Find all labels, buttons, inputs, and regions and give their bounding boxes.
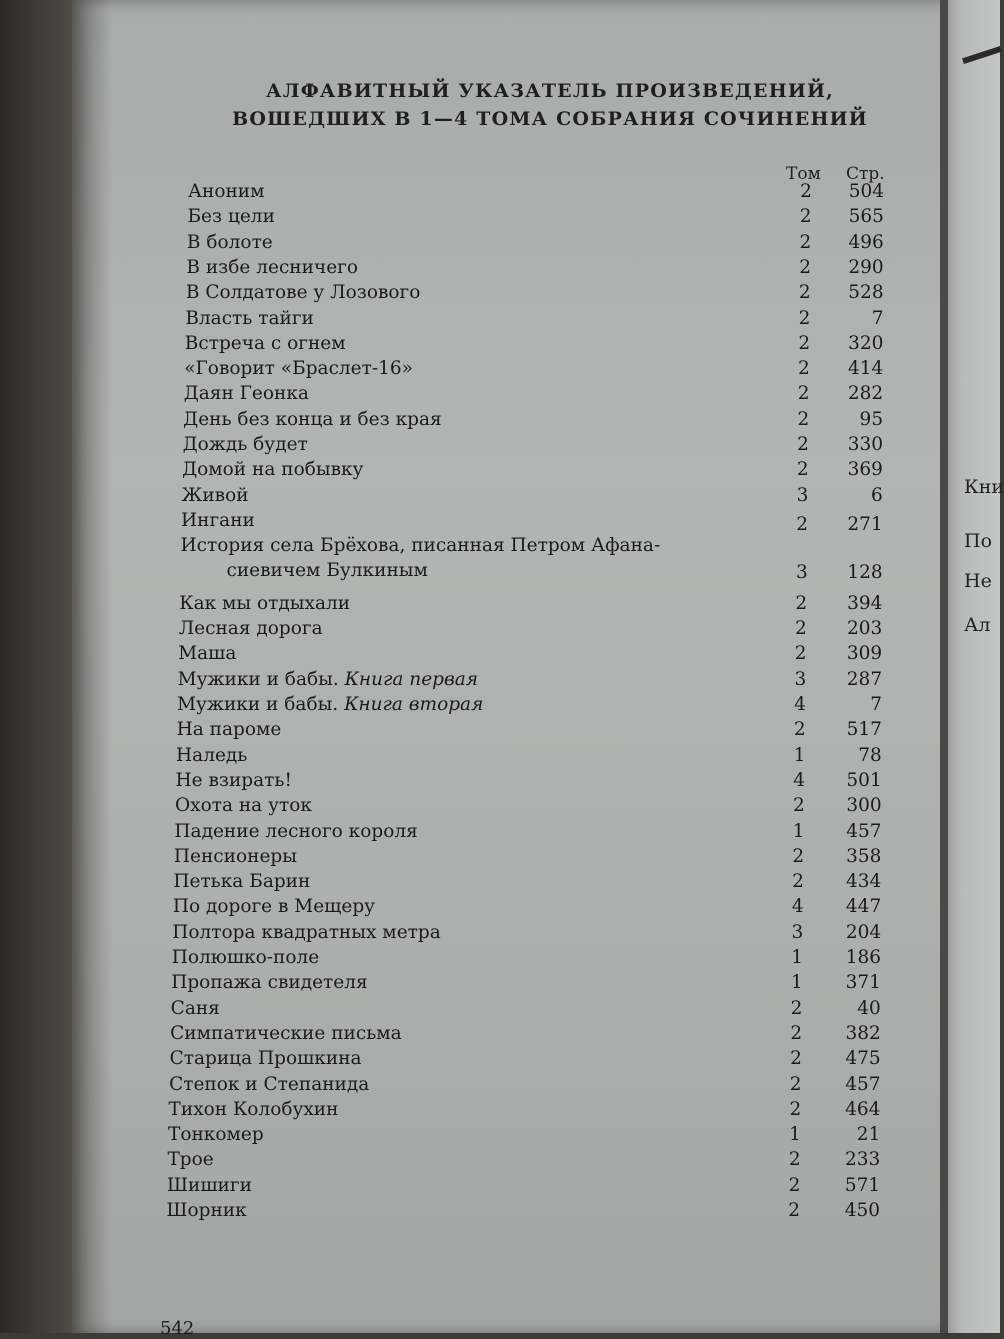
entry-page: 203 bbox=[846, 618, 883, 640]
entry-page: 204 bbox=[845, 921, 882, 943]
entry-volume: 4 bbox=[794, 694, 806, 716]
entry-title: Мужики и бабы. bbox=[177, 668, 339, 690]
entry-volume: 2 bbox=[799, 231, 812, 253]
entry-page: 7 bbox=[871, 307, 884, 329]
entry-title-group bbox=[178, 669, 478, 690]
adjacent-page bbox=[940, 0, 1004, 1333]
entry-volume: 2 bbox=[793, 795, 805, 817]
entry-volume: 1 bbox=[789, 1124, 801, 1146]
entry-page: 320 bbox=[848, 332, 884, 354]
entry-volume: 2 bbox=[790, 997, 803, 1019]
entry-title: Дождь будет bbox=[182, 434, 308, 455]
entry-volume: 2 bbox=[794, 643, 807, 665]
entry-page: 95 bbox=[859, 408, 884, 430]
index-entry bbox=[175, 795, 895, 821]
entry-volume: 4 bbox=[793, 769, 806, 791]
index-entry bbox=[174, 821, 894, 847]
entry-page: 300 bbox=[846, 795, 882, 817]
entry-volume: 2 bbox=[797, 383, 810, 405]
entry-volume: 2 bbox=[797, 434, 809, 455]
entry-volume: 2 bbox=[792, 845, 805, 867]
entry-title: Власть тайги bbox=[185, 307, 314, 329]
entry-volume: 4 bbox=[791, 896, 804, 918]
entry-volume: 2 bbox=[799, 256, 811, 278]
entry-page: 496 bbox=[848, 231, 884, 253]
entry-volume: 1 bbox=[791, 947, 804, 969]
entry-page: 369 bbox=[847, 459, 883, 481]
index-entry bbox=[187, 206, 907, 232]
adjacent-page-fragment: Не bbox=[964, 570, 992, 592]
entry-page: 414 bbox=[847, 358, 884, 380]
entry-title: Даян Геонка bbox=[183, 383, 309, 405]
entry-volume: 2 bbox=[788, 1200, 801, 1222]
entry-title: «Говорит «Браслет-16» bbox=[184, 358, 413, 380]
entry-title: Ингани bbox=[181, 509, 255, 531]
entry-page: 21 bbox=[856, 1124, 881, 1146]
entry-page: 457 bbox=[845, 1073, 881, 1095]
entry-page: 464 bbox=[845, 1098, 881, 1120]
index-entry bbox=[183, 434, 903, 460]
index-entry bbox=[184, 383, 904, 409]
entry-page: 40 bbox=[857, 997, 881, 1019]
index-entry bbox=[173, 871, 893, 897]
entry-volume: 3 bbox=[796, 562, 808, 584]
entry-title: По дороге в Мещеру bbox=[172, 896, 376, 918]
entry-volume: 3 bbox=[796, 484, 809, 506]
entry-page: 394 bbox=[847, 592, 883, 614]
entry-volume: 2 bbox=[788, 1174, 801, 1196]
entry-page: 330 bbox=[847, 434, 883, 455]
index-entry bbox=[183, 409, 903, 435]
entry-page: 128 bbox=[847, 562, 883, 584]
entry-page: 382 bbox=[845, 1022, 881, 1044]
index-entry bbox=[176, 745, 896, 771]
entry-title: В Солдатове у Лозового bbox=[185, 282, 421, 304]
entry-title-continuation: сиевичем Булкиным bbox=[226, 560, 428, 582]
entry-volume: 1 bbox=[790, 972, 803, 994]
entry-volume: 2 bbox=[796, 513, 809, 535]
index-entry bbox=[188, 181, 908, 207]
entry-volume: 2 bbox=[796, 459, 809, 481]
entry-title: На пароме bbox=[176, 719, 282, 741]
index-entry bbox=[170, 1023, 890, 1049]
entry-page: 571 bbox=[844, 1174, 881, 1196]
column-header-volume: Том bbox=[786, 164, 821, 184]
entry-title: Старица Прошкина bbox=[169, 1048, 362, 1070]
entry-page: 271 bbox=[847, 513, 883, 535]
entry-volume: 2 bbox=[797, 408, 810, 430]
index-entry bbox=[177, 694, 897, 720]
entry-title: Падение лесного короля bbox=[174, 820, 418, 842]
entry-title: История села Брёхова, писанная Петром Афана- bbox=[180, 535, 661, 557]
entry-page: 450 bbox=[844, 1200, 881, 1222]
entry-volume: 2 bbox=[799, 206, 812, 228]
entry-page: 6 bbox=[871, 484, 883, 506]
entry-title: Тонкомер bbox=[167, 1124, 264, 1146]
index-entry bbox=[187, 232, 907, 258]
entry-page: 290 bbox=[848, 256, 884, 278]
entry-title: Без цели bbox=[187, 206, 275, 228]
entry-volume: 2 bbox=[789, 1098, 802, 1120]
entry-title: Полюшко-поле bbox=[171, 947, 320, 969]
index-entry bbox=[167, 1175, 887, 1201]
entry-page: 565 bbox=[848, 206, 884, 228]
index-entry bbox=[174, 846, 894, 872]
index-entry bbox=[181, 510, 901, 536]
entry-volume: 2 bbox=[798, 282, 811, 304]
index-entry bbox=[177, 719, 897, 745]
entry-title: День без конца и без края bbox=[183, 408, 442, 430]
entry-page: 528 bbox=[848, 282, 884, 304]
index-entry bbox=[168, 1124, 888, 1150]
index-entry bbox=[178, 669, 898, 695]
index-entry bbox=[171, 998, 891, 1024]
index-entry bbox=[186, 257, 906, 283]
entry-volume: 3 bbox=[794, 668, 807, 690]
entry-title: Шишиги bbox=[166, 1174, 252, 1196]
index-entry bbox=[169, 1074, 889, 1100]
index-entry bbox=[178, 643, 898, 669]
entry-title: Пропажа свидетеля bbox=[171, 972, 368, 994]
index-entry bbox=[176, 770, 896, 796]
entry-title: Саня bbox=[170, 997, 220, 1019]
entry-title: Трое bbox=[167, 1149, 214, 1171]
entry-title: Полтора квадратных метра bbox=[172, 921, 441, 943]
entry-volume: 2 bbox=[790, 1048, 802, 1070]
entry-title: Степок и Степанида bbox=[169, 1073, 370, 1095]
index-title-line-1: АЛФАВИТНЫЙ УКАЗАТЕЛЬ ПРОИЗВЕДЕНИЙ, bbox=[266, 80, 834, 102]
entry-page: 7 bbox=[870, 694, 882, 716]
entry-subtitle: Книга первая bbox=[344, 668, 479, 690]
entry-page: 287 bbox=[846, 668, 883, 690]
entry-title: Аноним bbox=[188, 181, 265, 202]
entry-page: 186 bbox=[845, 947, 882, 969]
entry-volume: 2 bbox=[790, 1022, 803, 1044]
entry-page: 457 bbox=[846, 820, 882, 842]
entry-title: Встреча с огнем bbox=[184, 332, 346, 354]
index-title-line-2: ВОШЕДШИХ В 1—4 ТОМА СОБРАНИЯ СОЧИНЕНИЙ bbox=[232, 108, 868, 130]
entry-volume: 1 bbox=[792, 820, 805, 842]
index-entry bbox=[182, 459, 902, 485]
entry-title: Домой на побывку bbox=[182, 459, 364, 481]
entry-volume: 2 bbox=[798, 307, 811, 329]
entry-page: 233 bbox=[844, 1149, 881, 1171]
entry-title: Наледь bbox=[176, 744, 248, 766]
index-entry bbox=[170, 1048, 890, 1074]
entry-page: 504 bbox=[848, 181, 884, 202]
index-entry bbox=[185, 333, 905, 359]
entry-volume: 2 bbox=[800, 181, 812, 202]
entry-title: Охота на уток bbox=[174, 795, 312, 817]
index-entry bbox=[172, 947, 892, 973]
adjacent-page-fragment: Ал bbox=[964, 614, 991, 636]
index-entry bbox=[185, 308, 905, 334]
entry-page: 434 bbox=[846, 871, 882, 893]
index-entry bbox=[167, 1149, 887, 1175]
entry-title: Петька Барин bbox=[173, 871, 311, 893]
entry-page: 309 bbox=[846, 643, 883, 665]
index-entry bbox=[172, 922, 892, 948]
index-entry bbox=[166, 1200, 886, 1226]
entry-page: 358 bbox=[846, 845, 882, 867]
entry-volume: 2 bbox=[798, 358, 810, 380]
entry-page: 501 bbox=[846, 769, 882, 791]
entry-title: Не взирать! bbox=[175, 769, 292, 791]
page-number: 542 bbox=[160, 1318, 195, 1339]
entry-volume: 3 bbox=[791, 921, 804, 943]
entry-title: Лесная дорога bbox=[178, 618, 323, 640]
entry-title: Пенсионеры bbox=[173, 845, 297, 867]
index-entry bbox=[182, 485, 902, 511]
entry-volume: 2 bbox=[789, 1073, 802, 1095]
index-entry bbox=[169, 1099, 889, 1125]
entry-title: Маша bbox=[178, 643, 237, 665]
entry-title: Симпатические письма bbox=[170, 1022, 402, 1044]
entry-page: 447 bbox=[845, 896, 882, 918]
index-entry bbox=[171, 972, 891, 998]
index-entry bbox=[184, 358, 904, 384]
entry-volume: 2 bbox=[793, 719, 806, 741]
entry-volume: 1 bbox=[793, 744, 806, 766]
adjacent-page-fragment: Кни bbox=[964, 476, 1004, 498]
index-entry bbox=[179, 593, 899, 619]
entry-page: 475 bbox=[845, 1048, 881, 1070]
entry-title-group bbox=[177, 694, 483, 715]
entry-subtitle: Книга вторая bbox=[344, 694, 484, 716]
entry-title: Живой bbox=[181, 484, 249, 506]
index-entry bbox=[173, 896, 893, 922]
entry-title: Шорник bbox=[166, 1200, 247, 1222]
entry-title: Мужики и бабы. bbox=[177, 694, 339, 716]
entry-page: 78 bbox=[858, 744, 882, 766]
adjacent-page-fragment: По bbox=[964, 530, 993, 552]
entry-volume: 2 bbox=[795, 618, 807, 640]
index-entry bbox=[179, 618, 899, 644]
entry-volume: 2 bbox=[792, 871, 804, 893]
entry-volume: 2 bbox=[795, 592, 808, 614]
index-entry bbox=[180, 535, 900, 586]
entry-title: В избе лесничего bbox=[186, 256, 358, 278]
entry-volume: 2 bbox=[798, 332, 811, 354]
entry-page: 371 bbox=[845, 972, 881, 994]
page-gutter-shadow bbox=[72, 0, 112, 1333]
entry-page: 282 bbox=[847, 383, 884, 405]
entry-title: Как мы отдыхали bbox=[179, 592, 351, 614]
entry-title: Тихон Колобухин bbox=[168, 1098, 339, 1120]
entry-page: 517 bbox=[846, 719, 882, 741]
entry-title: В болоте bbox=[186, 231, 273, 253]
entry-volume: 2 bbox=[788, 1149, 801, 1171]
index-entry bbox=[186, 282, 906, 308]
column-header-page: Стр. bbox=[846, 164, 885, 184]
